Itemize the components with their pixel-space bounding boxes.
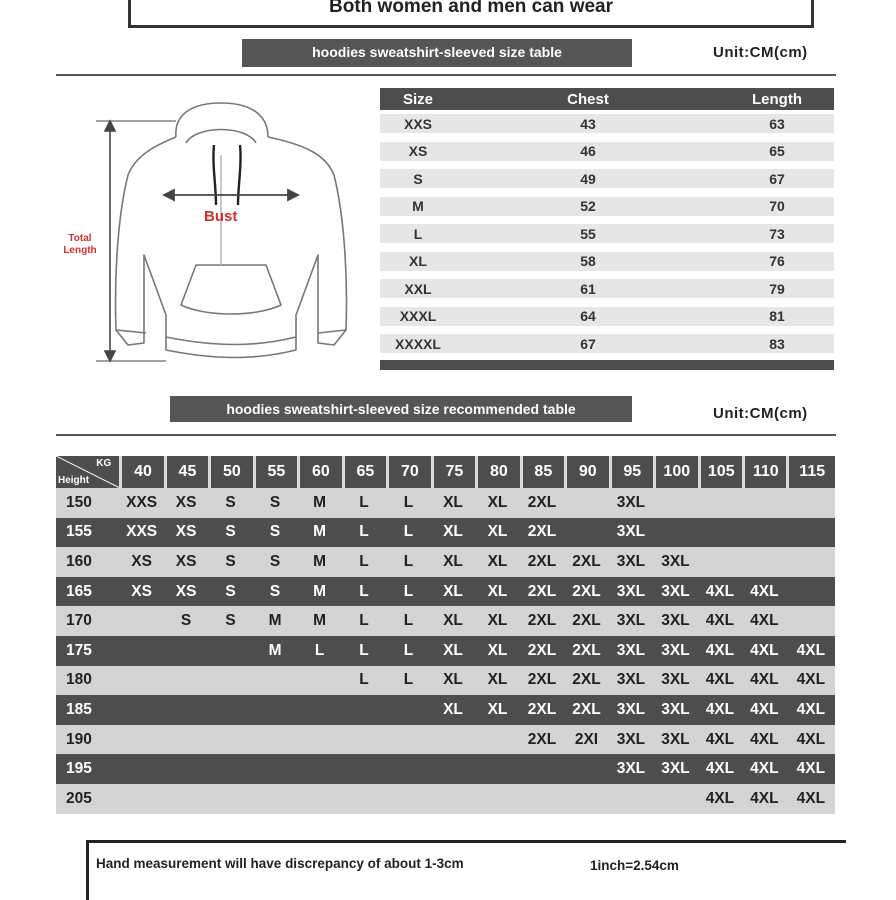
size-recommend-cell: 2XL	[527, 641, 557, 659]
size-row	[380, 275, 834, 303]
size-recommend-cell: 3XL	[661, 760, 690, 778]
size-recommend-cell: XL	[487, 700, 508, 718]
size-recommend-cell: XL	[443, 493, 463, 511]
weight-header-cell: 85	[520, 456, 564, 488]
size-recommend-cell: S	[269, 582, 281, 600]
size-recommend-cell: 3XL	[661, 582, 690, 600]
col-chest-header: Chest	[567, 90, 609, 108]
size-cell: L	[413, 225, 423, 242]
size-recommend-cell: L	[403, 493, 414, 511]
size-recommend-cell: 3XL	[616, 671, 646, 689]
weight-header-cell: 115	[786, 456, 834, 488]
size-recommend-cell: L	[403, 523, 414, 541]
size-recommend-cell: XL	[443, 582, 463, 600]
size-recommend-cell: 3XL	[616, 730, 646, 748]
weight-header-cell: 60	[297, 456, 341, 488]
corner-kg-label: KG	[96, 458, 112, 469]
size-recommend-cell: 4XL	[796, 730, 826, 748]
height-cell: 150	[66, 493, 92, 511]
size-table-head	[380, 88, 834, 110]
height-cell: 195	[66, 760, 92, 778]
top-banner	[128, 0, 814, 28]
size-recommend-cell: 3XL	[616, 612, 646, 630]
size-table-body	[380, 110, 834, 358]
recommend-row	[56, 577, 835, 607]
size-recommend-cell: XL	[487, 612, 508, 630]
recommend-row	[56, 636, 835, 666]
size-recommend-cell: M	[313, 523, 327, 541]
size-recommend-cell: S	[269, 523, 281, 541]
total-length-label-line-2: Length	[63, 245, 97, 256]
height-cell: 160	[66, 552, 92, 570]
size-recommend-cell: 3XL	[616, 523, 646, 541]
size-recommend-cell: 4XL	[796, 760, 826, 778]
size-recommend-cell: M	[268, 612, 282, 630]
footer-note: Hand measurement will have discrepancy of about 1-3cm	[96, 856, 464, 871]
size-recommend-cell: 2XL	[527, 493, 557, 511]
chest-cell: 64	[580, 308, 596, 325]
size-recommend-cell: 3XL	[661, 552, 690, 570]
size-recommend-cell: 2XL	[527, 523, 557, 541]
height-cell: 180	[66, 671, 92, 689]
size-row	[380, 248, 834, 276]
weight-header-cell: 40	[119, 456, 163, 488]
size-recommend-cell: 3XL	[661, 730, 690, 748]
table-corner	[56, 456, 119, 488]
size-row	[380, 138, 834, 166]
size-recommend-cell: XS	[175, 552, 197, 570]
size-recommend-cell: 2XL	[527, 612, 557, 630]
size-recommend-cell: XL	[443, 552, 463, 570]
size-recommend-cell: 4XL	[705, 730, 735, 748]
size-row	[380, 303, 834, 331]
size-recommend-cell: M	[313, 493, 327, 511]
length-cell: 81	[769, 308, 785, 325]
size-recommend-cell: 4XL	[750, 760, 779, 778]
size-recommend-cell: L	[359, 582, 369, 600]
size-recommend-cell: XS	[131, 582, 152, 600]
size-recommend-cell: XL	[487, 671, 508, 689]
recommend-row	[56, 547, 835, 577]
size-recommend-cell: 3XL	[616, 582, 646, 600]
size-recommend-cell: XL	[487, 582, 508, 600]
recommend-row	[56, 488, 835, 518]
size-recommend-cell: 3XL	[616, 700, 646, 718]
size-recommend-cell: L	[359, 493, 369, 511]
weight-header-cell: 90	[564, 456, 608, 488]
size-recommend-cell: 4XL	[796, 789, 826, 807]
recommend-table	[56, 456, 835, 814]
length-cell: 83	[769, 335, 785, 352]
size-recommend-cell: S	[225, 612, 236, 630]
size-recommend-cell: XS	[131, 552, 152, 570]
size-recommend-cell: 4XL	[705, 789, 735, 807]
size-row	[380, 110, 834, 138]
total-length-label-line-1: Total	[68, 233, 92, 244]
recommend-row	[56, 666, 835, 696]
size-recommend-cell: S	[180, 612, 192, 630]
weight-header-cell: 95	[609, 456, 653, 488]
length-cell: 65	[769, 143, 785, 160]
size-recommend-cell: L	[359, 612, 369, 630]
weight-header-cell: 75	[431, 456, 475, 488]
height-cell: 155	[66, 523, 92, 541]
size-table-unit: Unit:CM(cm)	[713, 44, 808, 61]
size-recommend-cell: 2XL	[527, 730, 557, 748]
size-cell: XXXL	[399, 308, 437, 325]
chest-cell: 52	[580, 198, 596, 215]
size-table-header: hoodies sweatshirt-sleeved size table	[242, 39, 632, 67]
size-table-foot	[380, 360, 834, 370]
size-recommend-cell: M	[313, 582, 327, 600]
size-recommend-cell: XL	[443, 671, 463, 689]
size-recommend-cell: L	[314, 641, 325, 659]
size-recommend-cell: 3XL	[661, 641, 690, 659]
size-row	[380, 330, 834, 358]
weight-header-cell: 70	[386, 456, 430, 488]
size-recommend-cell: 2XI	[574, 730, 599, 748]
chest-cell: 49	[580, 170, 596, 187]
corner-height-label: Height	[58, 475, 90, 486]
size-row	[380, 193, 834, 221]
weight-header-cell: 55	[253, 456, 297, 488]
height-cell: 205	[66, 789, 92, 807]
bust-label: Bust	[204, 208, 238, 225]
size-recommend-cell: XXS	[126, 523, 158, 541]
weight-header-cell: 80	[475, 456, 519, 488]
recommend-row	[56, 725, 835, 755]
section-divider	[56, 74, 836, 76]
length-cell: 76	[769, 253, 785, 270]
size-recommend-cell: XS	[175, 582, 197, 600]
size-recommend-cell: 4XL	[750, 789, 779, 807]
height-cell: 165	[66, 582, 92, 600]
recommend-row	[56, 518, 835, 548]
size-recommend-cell: 2XL	[572, 582, 601, 600]
size-cell: M	[412, 198, 424, 215]
size-recommend-cell: 4XL	[705, 700, 735, 718]
size-recommend-cell: S	[269, 493, 281, 511]
size-recommend-cell: XL	[487, 523, 508, 541]
size-recommend-cell: L	[403, 552, 414, 570]
length-cell: 63	[769, 115, 785, 132]
size-recommend-cell: XL	[443, 612, 463, 630]
chest-cell: 61	[580, 280, 596, 297]
size-recommend-cell: XL	[487, 552, 508, 570]
size-recommend-cell: L	[403, 671, 414, 689]
size-recommend-cell: XS	[175, 523, 197, 541]
size-recommend-cell: XL	[443, 641, 463, 659]
weight-header-cell: 45	[164, 456, 208, 488]
size-cell: XL	[409, 253, 427, 270]
size-recommend-cell: 3XL	[616, 493, 646, 511]
chest-cell: 43	[580, 115, 596, 132]
size-recommend-cell: 4XL	[750, 641, 779, 659]
col-length-header: Length	[752, 90, 802, 108]
size-recommend-cell: L	[403, 582, 414, 600]
weight-header-cell: 100	[653, 456, 697, 488]
weight-header-cell: 50	[208, 456, 252, 488]
size-recommend-cell: 2XL	[572, 700, 601, 718]
size-recommend-cell: 3XL	[661, 612, 690, 630]
size-recommend-cell: 2XL	[527, 671, 557, 689]
size-recommend-cell: XL	[487, 493, 508, 511]
size-recommend-cell: 4XL	[705, 760, 735, 778]
chest-cell: 46	[580, 143, 596, 160]
size-recommend-cell: 4XL	[796, 641, 826, 659]
size-recommend-cell: L	[359, 552, 369, 570]
size-recommend-cell: 2XL	[527, 582, 557, 600]
size-recommend-cell: L	[403, 612, 414, 630]
size-recommend-cell: 3XL	[661, 700, 690, 718]
recommend-row	[56, 606, 835, 636]
size-recommend-cell: 4XL	[705, 612, 735, 630]
size-recommend-cell: S	[225, 552, 236, 570]
recommend-table-head	[56, 456, 835, 488]
size-recommend-cell: 4XL	[750, 582, 779, 600]
size-recommend-cell: M	[313, 552, 327, 570]
size-recommend-cell: 4XL	[750, 671, 779, 689]
size-cell: XXL	[404, 280, 432, 297]
size-recommend-cell: S	[269, 552, 281, 570]
size-recommend-cell: 2XL	[572, 552, 601, 570]
size-recommend-cell: 2XL	[527, 700, 557, 718]
chest-cell: 58	[580, 253, 596, 270]
size-recommend-cell: 3XL	[661, 671, 690, 689]
size-recommend-cell: XXS	[126, 493, 158, 511]
size-recommend-cell: 2XL	[572, 671, 601, 689]
weight-header-cell: 65	[342, 456, 386, 488]
size-recommend-cell: 3XL	[616, 641, 646, 659]
size-recommend-cell: 3XL	[616, 760, 646, 778]
size-cell: XS	[408, 143, 428, 160]
size-recommend-cell: L	[359, 641, 369, 659]
recommend-row	[56, 784, 835, 814]
size-recommend-cell: M	[313, 612, 327, 630]
size-recommend-cell: L	[403, 641, 414, 659]
size-recommend-cell: XL	[443, 700, 463, 718]
size-recommend-cell: L	[359, 523, 369, 541]
size-table	[380, 88, 834, 370]
size-row	[380, 220, 834, 248]
size-recommend-cell: 3XL	[616, 552, 646, 570]
size-cell: S	[413, 170, 423, 187]
size-recommend-cell: 4XL	[750, 730, 779, 748]
size-recommend-cell: 2XL	[527, 552, 557, 570]
recommend-table-header: hoodies sweatshirt-sleeved size recommended table	[170, 396, 632, 422]
length-cell: 79	[769, 280, 785, 297]
size-recommend-cell: M	[268, 641, 282, 659]
size-recommend-cell: 4XL	[705, 582, 735, 600]
recommend-table-unit: Unit:CM(cm)	[713, 405, 808, 422]
size-recommend-cell: 4XL	[705, 671, 735, 689]
footer-conversion: 1inch=2.54cm	[590, 858, 679, 873]
chest-cell: 67	[580, 335, 596, 352]
banner-title: Both women and men can wear	[329, 0, 613, 17]
size-row	[380, 165, 834, 193]
height-cell: 170	[66, 612, 92, 630]
size-recommend-cell: S	[225, 493, 236, 511]
size-cell: XXS	[403, 115, 432, 132]
chest-cell: 55	[580, 225, 596, 242]
size-recommend-cell: XS	[175, 493, 197, 511]
weight-header-cell: 105	[698, 456, 742, 488]
length-cell: 67	[769, 170, 785, 187]
size-cell: XXXXL	[395, 335, 441, 352]
size-recommend-cell: L	[359, 671, 369, 689]
size-recommend-cell: 2XL	[572, 612, 601, 630]
size-recommend-cell: XL	[443, 523, 463, 541]
size-recommend-cell: 2XL	[572, 641, 601, 659]
recommend-table-body	[56, 488, 835, 814]
weight-header-cell: 110	[742, 456, 786, 488]
height-cell: 185	[66, 700, 92, 718]
height-cell: 190	[66, 730, 92, 748]
length-cell: 70	[769, 198, 785, 215]
size-recommend-cell: XL	[487, 641, 508, 659]
size-recommend-cell: 4XL	[796, 700, 826, 718]
size-recommend-cell: 4XL	[750, 700, 779, 718]
recommend-row	[56, 695, 835, 725]
size-recommend-cell: 4XL	[750, 612, 779, 630]
height-cell: 175	[66, 641, 92, 659]
length-cell: 73	[769, 225, 785, 242]
size-recommend-cell: S	[225, 582, 236, 600]
hoodie-diagram	[56, 95, 356, 375]
total-length-label	[60, 233, 100, 257]
size-recommend-cell: S	[225, 523, 236, 541]
size-recommend-cell: 4XL	[705, 641, 735, 659]
size-recommend-cell: 4XL	[796, 671, 826, 689]
section-divider-2	[56, 434, 836, 436]
recommend-row	[56, 754, 835, 784]
col-size-header: Size	[402, 90, 433, 108]
